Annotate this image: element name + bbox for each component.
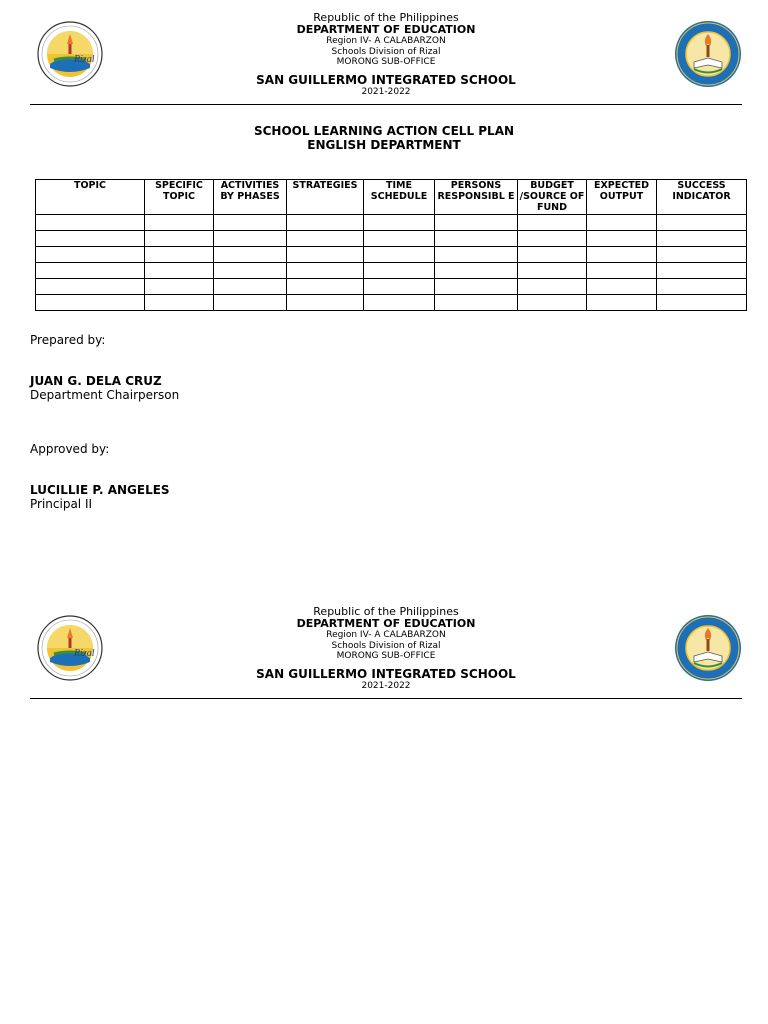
- table-cell: [657, 263, 747, 279]
- letterhead-text: [30, 12, 742, 97]
- table-cell: [587, 231, 657, 247]
- school-year: 2021-2022: [361, 86, 411, 97]
- column-header: STRATEGIES: [287, 180, 364, 215]
- table-cell: [214, 279, 287, 295]
- table-cell: [214, 215, 287, 231]
- suboffice-line: MORONG SUB-OFFICE: [336, 651, 436, 661]
- table-cell: [364, 215, 435, 231]
- column-header: ACTIVITIES BY PHASES: [214, 180, 287, 215]
- approved-by-label: Approved by:: [30, 442, 110, 456]
- table-cell: [287, 215, 364, 231]
- table-cell: [518, 247, 587, 263]
- svg-text:Rizal: Rizal: [74, 54, 95, 65]
- table-cell: [36, 215, 145, 231]
- table-cell: [145, 247, 214, 263]
- school-name: SAN GUILLERMO INTEGRATED SCHOOL: [256, 72, 516, 87]
- school-year: 2021-2022: [361, 680, 411, 691]
- table-cell: [287, 247, 364, 263]
- letterhead-page2: [30, 606, 742, 698]
- division-line: Schools Division of Rizal: [331, 46, 441, 57]
- region-line: Region IV- A CALABARZON: [326, 36, 446, 46]
- table-cell: [36, 231, 145, 247]
- table-cell: [518, 279, 587, 295]
- document-title: [0, 124, 768, 152]
- prepared-by-name: JUAN G. DELA CRUZ: [30, 374, 162, 388]
- table-cell: [364, 263, 435, 279]
- table-cell: [287, 231, 364, 247]
- deped-line: DEPARTMENT OF EDUCATION: [296, 617, 476, 630]
- table-cell: [145, 295, 214, 311]
- table-cell: [518, 215, 587, 231]
- table-cell: [518, 295, 587, 311]
- table-row: [36, 263, 747, 279]
- region-line: Region IV- A CALABARZON: [326, 630, 446, 640]
- table-cell: [36, 295, 145, 311]
- republic-line: Republic of the Philippines: [313, 605, 459, 618]
- table-row: [36, 215, 747, 231]
- school-name: SAN GUILLERMO INTEGRATED SCHOOL: [256, 666, 516, 681]
- table-cell: [518, 231, 587, 247]
- table-cell: [287, 263, 364, 279]
- column-header: TIME SCHEDULE: [364, 180, 435, 215]
- table-cell: [657, 279, 747, 295]
- table-row: [36, 247, 747, 263]
- table-cell: [435, 231, 518, 247]
- table-cell: [214, 231, 287, 247]
- table-cell: [364, 279, 435, 295]
- table-cell: [657, 247, 747, 263]
- table-cell: [145, 215, 214, 231]
- table-cell: [287, 279, 364, 295]
- school-seal-icon: [674, 614, 742, 682]
- approved-by-name: LUCILLIE P. ANGELES: [30, 483, 170, 497]
- table-cell: [435, 279, 518, 295]
- table-cell: [587, 279, 657, 295]
- approved-by-role: Principal II: [30, 497, 93, 511]
- table-cell: [214, 295, 287, 311]
- table-row: [36, 231, 747, 247]
- column-header: EXPECTED OUTPUT: [587, 180, 657, 215]
- letterhead-divider: [30, 104, 742, 105]
- republic-line: Republic of the Philippines: [313, 11, 459, 24]
- column-header: SUCCESS INDICATOR: [657, 180, 747, 215]
- column-header: BUDGET /SOURCE OF FUND: [518, 180, 587, 215]
- prepared-by-role: Department Chairperson: [30, 388, 180, 402]
- letterhead-divider: [30, 698, 742, 699]
- table-cell: [364, 295, 435, 311]
- letterhead-page1: [30, 12, 742, 104]
- table-cell: [587, 295, 657, 311]
- table-cell: [36, 247, 145, 263]
- table-cell: [214, 263, 287, 279]
- table-cell: [657, 231, 747, 247]
- prepared-by-label: Prepared by:: [30, 333, 106, 347]
- slac-plan-table: [35, 179, 747, 311]
- table-cell: [364, 231, 435, 247]
- table-row: [36, 295, 747, 311]
- svg-text:Rizal: Rizal: [74, 648, 95, 659]
- column-header: SPECIFIC TOPIC: [145, 180, 214, 215]
- title-line2: ENGLISH DEPARTMENT: [307, 138, 461, 152]
- table-cell: [145, 263, 214, 279]
- table-cell: [145, 279, 214, 295]
- table-cell: [435, 215, 518, 231]
- table-cell: [364, 247, 435, 263]
- letterhead-text: [30, 606, 742, 691]
- title-line1: SCHOOL LEARNING ACTION CELL PLAN: [253, 124, 515, 138]
- table-cell: [214, 247, 287, 263]
- table-cell: [145, 231, 214, 247]
- table-cell: [435, 295, 518, 311]
- table-cell: [36, 263, 145, 279]
- column-header: PERSONS RESPONSIBL E: [435, 180, 518, 215]
- table-cell: [587, 263, 657, 279]
- table-cell: [587, 247, 657, 263]
- table-header-row: [36, 180, 747, 215]
- column-header: TOPIC: [36, 180, 145, 215]
- table-cell: [657, 295, 747, 311]
- table-cell: [657, 215, 747, 231]
- table-cell: [36, 279, 145, 295]
- deped-line: DEPARTMENT OF EDUCATION: [296, 23, 476, 36]
- table-cell: [435, 247, 518, 263]
- table-cell: [518, 263, 587, 279]
- table-cell: [287, 295, 364, 311]
- division-line: Schools Division of Rizal: [331, 640, 441, 651]
- school-seal-icon: [674, 20, 742, 88]
- table-cell: [435, 263, 518, 279]
- suboffice-line: MORONG SUB-OFFICE: [336, 57, 436, 67]
- table-row: [36, 279, 747, 295]
- table-body: [36, 215, 747, 311]
- table-cell: [587, 215, 657, 231]
